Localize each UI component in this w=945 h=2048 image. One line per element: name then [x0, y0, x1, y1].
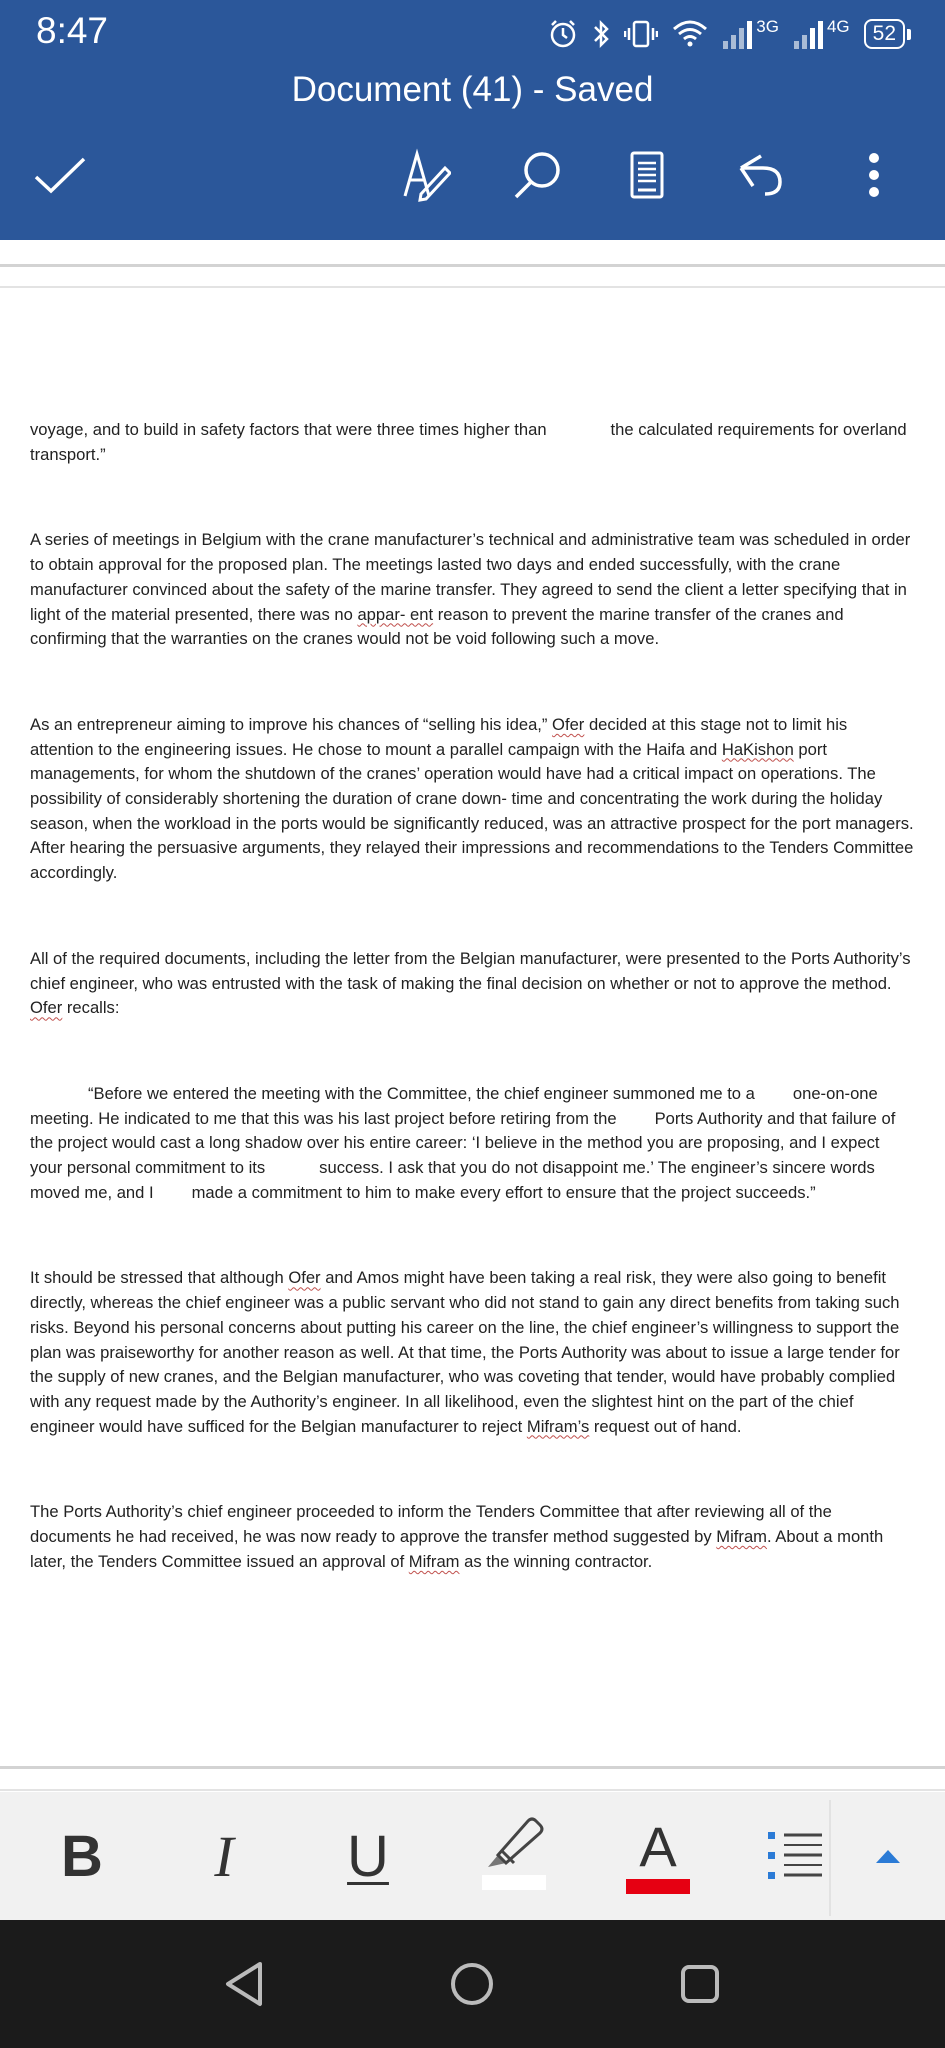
battery-level: 52: [864, 19, 905, 49]
wifi-icon: [672, 19, 708, 49]
bold-button[interactable]: B: [61, 1823, 103, 1889]
spelling-error[interactable]: Ofer: [552, 714, 585, 734]
spelling-error[interactable]: Ofer: [30, 998, 63, 1018]
mobile-view-button[interactable]: [617, 145, 677, 205]
spelling-error[interactable]: Ofer: [288, 1268, 321, 1288]
paragraph: The Ports Authority’s chief engineer proceeded to inform the Tenders Committee that after reviewing all of the documents he had received, he was now ready to approve the transfer method suggested by Mifram. About a month later, the Tenders Committee issued an approval of Mifram as the winning contractor.: [30, 1502, 884, 1571]
search-button[interactable]: [508, 145, 568, 205]
underline-button[interactable]: U: [347, 1823, 389, 1889]
paragraph: As an entrepreneur aiming to improve his chances of “selling his idea,” Ofer decided at this stage not to limit his attention to the engineering issues. He chose to mount a parallel campaign with the Haifa and HaKishon port managements, for whom the shutdown of the cranes’ operation would have had a critical impact on operations. The possibility of considerably shortening the duration of crane down- time and concentrating the work during the holiday season, when the workload in the ports would be significantly reduced, was an attractive prospect for the port managers. After hearing the persuasive arguments, they relayed their impressions and recommendations to the Tenders Committee accordingly.: [30, 714, 914, 883]
alarm-icon: [548, 19, 578, 49]
page-divider: [0, 286, 945, 288]
spelling-error[interactable]: Mifram: [408, 1551, 460, 1571]
signal-icon: [793, 19, 827, 49]
format-toolbar: [0, 1792, 945, 1920]
done-button[interactable]: [30, 145, 90, 205]
caret-up-icon: [875, 1848, 901, 1864]
bluetooth-icon: [592, 19, 610, 49]
quote-paragraph: “Before we entered the meeting with the Committee, the chief engineer summoned me to a one-on-one meeting. He indicated to me that this was his last project before retiring from the Ports Authority and that failure of the project would cast a long shadow over his entire career: ‘I believe in the method you are proposing, and I expect your personal commitment to its success. I ask that you do not disappoint me.’ The engineer’s sincere words moved me, and I made a commitment to him to make every effort to ensure that the project succeeds.”: [30, 1083, 896, 1202]
paragraph: voyage, and to build in safety factors that were three times higher than the calculated requirements for overland transport.”: [30, 420, 907, 464]
network-type-label: 3G: [756, 17, 779, 36]
check-icon: [33, 155, 87, 195]
home-icon: [448, 1960, 496, 2008]
undo-icon: [735, 152, 785, 198]
paragraph: It should be stressed that although Ofer and Amos might have been taking a real risk, they were also going to benefit directly, whereas the chief engineer was a public servant who did not stand to gain any direct benefits from taking such risks. Beyond his personal concerns about putting his career on the line, the chief engineer’s willingness to support the plan was praiseworthy for another reason as well. At that time, the Ports Authority was about to issue a large tender for the supply of new cranes, and the Belgian manufacturer, who was coveting that tender, would have probably complied with any request made by the Authority’s engineer. In all likelihood, even the slightest hint on the part of the chief engineer would have sufficed for the Belgian manufacturer to reject Mifram’s request out of hand.: [30, 1268, 900, 1436]
recents-icon: [678, 1962, 722, 2006]
more-icon: [867, 151, 881, 199]
spelling-error[interactable]: HaKishon: [721, 739, 794, 759]
network-type-label: 4G: [826, 17, 850, 36]
highlight-button[interactable]: [482, 1792, 546, 1920]
vibrate-icon: [624, 19, 658, 49]
signal-icon: [722, 19, 756, 49]
font-color-swatch: [626, 1879, 690, 1894]
battery-nub: [907, 29, 911, 40]
spelling-error[interactable]: Mifram’s: [526, 1416, 590, 1436]
toolbar-divider: [829, 1800, 831, 1916]
battery-indicator: [864, 19, 911, 49]
bullet-list-icon: [764, 1828, 824, 1884]
page-divider: [0, 1766, 945, 1769]
paragraph: A series of meetings in Belgium with the crane manufacturer’s technical and administrative team was scheduled in order to obtain approval for the proposed plan. The meetings lasted two days and ended successfully, with the crane manufacturer convinced about the safety of the marine transfer. They agreed to send the client a letter specifying that in light of the material presented, there was no appar- ent reason to prevent the marine transfer of the cranes and confirming that the warranties on the cranes would not be void following such a move.: [30, 530, 911, 649]
recents-button[interactable]: [670, 1920, 730, 2048]
app-header: [0, 0, 945, 240]
expand-toolbar-button[interactable]: [870, 1792, 906, 1920]
status-time: 8:47: [36, 10, 109, 51]
highlight-color-swatch: [482, 1875, 546, 1890]
more-options-button[interactable]: [844, 145, 904, 205]
document-title: Document (41) - Saved: [291, 70, 654, 109]
back-button[interactable]: [214, 1920, 274, 2048]
home-button[interactable]: [442, 1920, 502, 2048]
font-color-button[interactable]: [626, 1792, 690, 1920]
document-body[interactable]: [30, 418, 915, 1575]
font-color-letter: A: [639, 1814, 677, 1878]
highlighter-icon: [484, 1811, 544, 1871]
spelling-error[interactable]: Mifram: [716, 1527, 767, 1547]
italic-button[interactable]: I: [214, 1823, 234, 1889]
draw-button[interactable]: [396, 145, 456, 205]
page-divider: [0, 264, 945, 267]
system-nav-bar: [0, 1920, 945, 2048]
bullet-list-button[interactable]: [764, 1792, 824, 1920]
signal-2: [793, 19, 850, 49]
undo-button[interactable]: [730, 145, 790, 205]
back-icon: [222, 1960, 266, 2008]
paragraph: All of the required documents, including the letter from the Belgian manufacturer, were presented to the Ports Authority’s chief engineer, who was entrusted with the task of making the final decision on whether or not to approve the method. Ofer recalls:: [30, 948, 911, 1018]
spelling-error[interactable]: appar- ent: [357, 604, 434, 624]
mobile-view-icon: [629, 150, 665, 200]
page-divider: [0, 1789, 945, 1791]
draw-icon: [401, 148, 451, 202]
search-icon: [512, 149, 564, 201]
status-icons: [548, 14, 911, 54]
signal-1: [722, 19, 779, 49]
